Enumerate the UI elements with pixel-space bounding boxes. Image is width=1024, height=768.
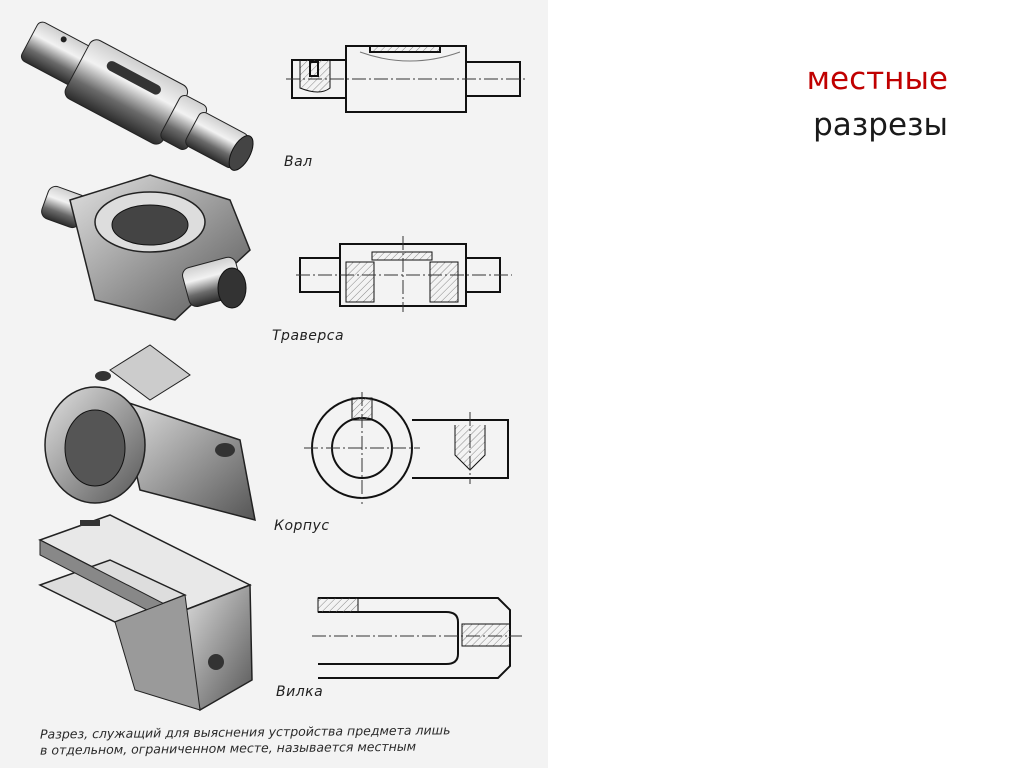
sheet-caption <box>40 721 540 758</box>
housing-isometric <box>45 345 255 520</box>
fork-isometric <box>40 515 252 710</box>
slide-title <box>807 56 948 148</box>
traverse-isometric <box>39 175 250 320</box>
part-label-housing: Корпус <box>274 518 330 534</box>
fork-section-view <box>312 598 522 678</box>
part-label-traverse: Траверса <box>272 328 345 344</box>
housing-section-view <box>304 392 508 504</box>
shaft-isometric <box>14 11 265 186</box>
slide-title-line2: разрезы <box>813 107 948 143</box>
traverse-section-view <box>296 236 512 312</box>
shaft-section-view <box>286 46 528 112</box>
slide-title-line1: местные <box>806 61 948 97</box>
caption-line: Разрез, служащий для выяснения устройства предмета лишь <box>40 722 451 742</box>
caption-line: в отдельном, ограниченном месте, называется местным <box>40 738 417 758</box>
part-label-shaft: Вал <box>284 154 313 170</box>
part-label-fork: Вилка <box>276 684 324 700</box>
